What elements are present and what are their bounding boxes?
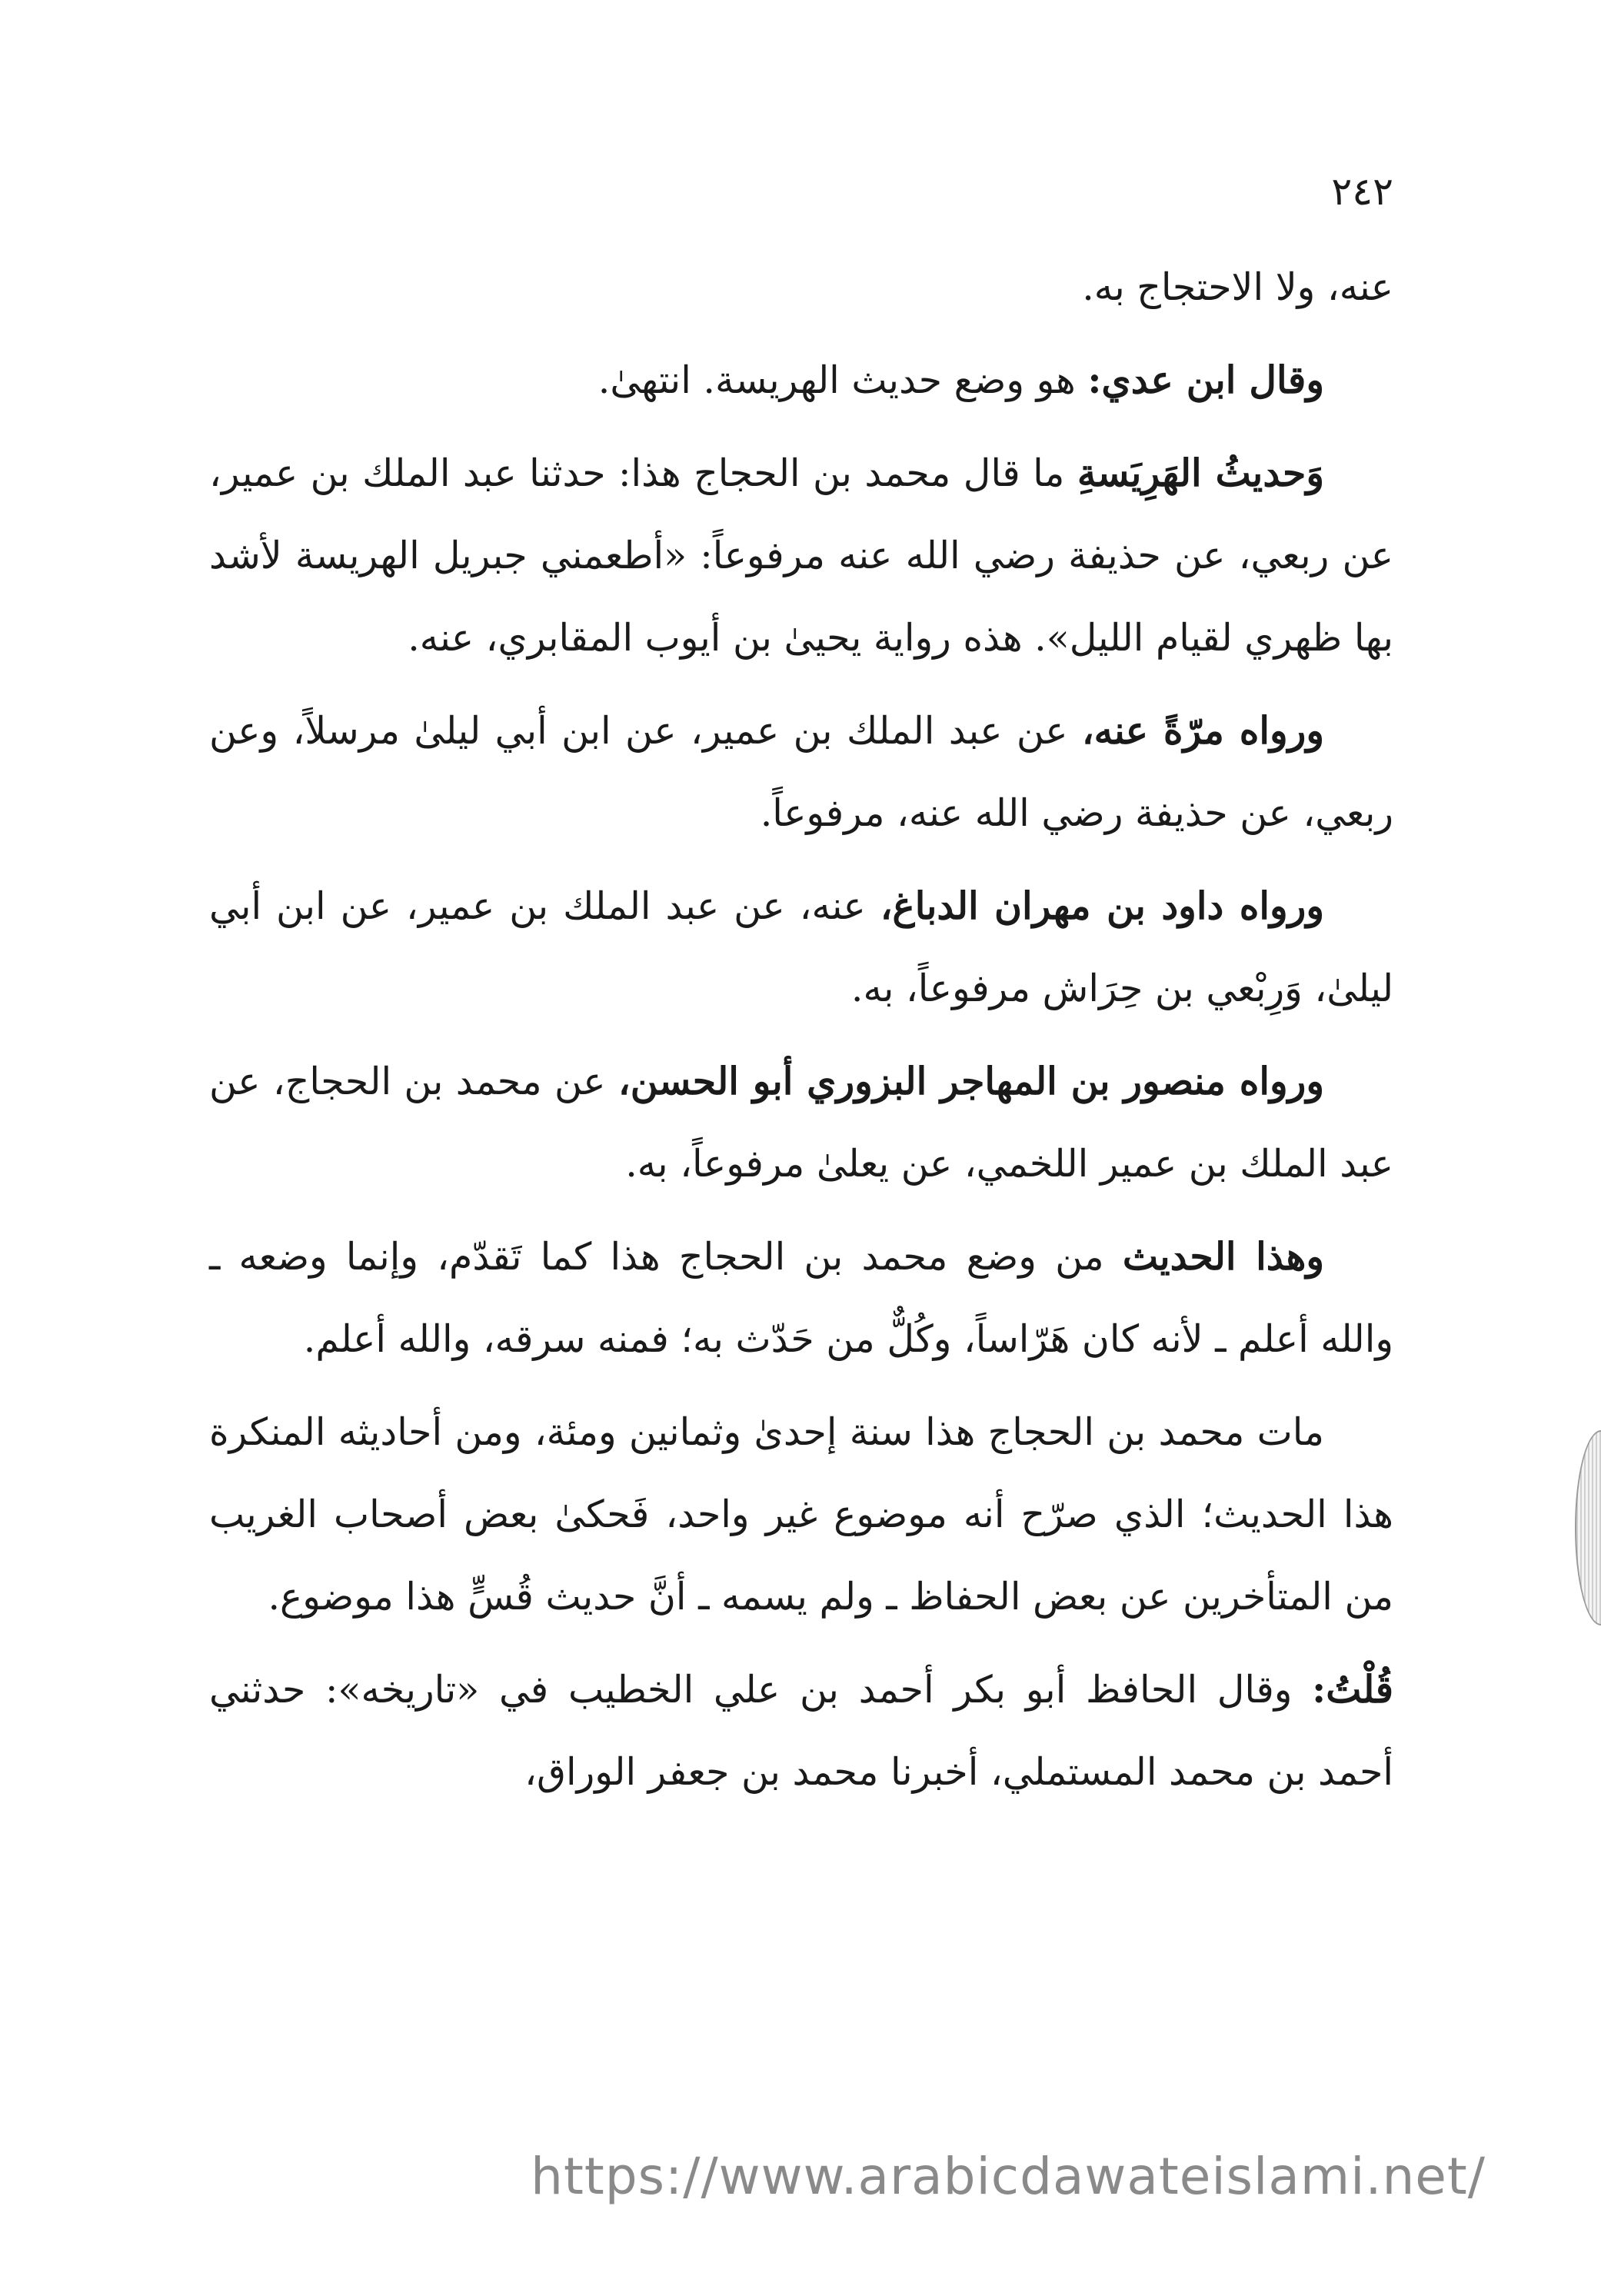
paragraph-text: ما قال محمد بن الحجاج هذا: حدثنا عبد الملك بن عمير، عن ربعي، عن حذيفة رضي الله عنه مرفوعاً: «أطعمني جبريل الهريسة لأشد بها ظهري لقيام الليل». هذه رواية يحيىٰ بن أيوب المقابري، عنه. bbox=[209, 451, 1393, 660]
paragraph bbox=[209, 690, 1393, 854]
paragraph-text: هو وضع حديث الهريسة. انتهىٰ. bbox=[597, 358, 1088, 402]
paragraph-lead: وقال ابن عدي: bbox=[1087, 358, 1324, 402]
paragraph-text: عنه، عن عبد الملك بن عمير، عن ابن أبي ليلىٰ، وَرِبْعي بن حِرَاش مرفوعاً، به. bbox=[209, 884, 1393, 1010]
paragraph bbox=[209, 1216, 1393, 1380]
paragraph-lead: وهذا الحديث bbox=[1122, 1234, 1325, 1279]
paragraph-lead: ورواه داود بن مهران الدباغ، bbox=[880, 883, 1324, 928]
page-number: ٢٤٢ bbox=[1331, 169, 1393, 214]
paragraph bbox=[209, 339, 1393, 421]
paragraph-lead: ورواه منصور بن المهاجر البزوري أبو الحسن، bbox=[617, 1059, 1325, 1103]
paragraph-text: عنه، ولا الاحتجاج به. bbox=[1082, 265, 1393, 309]
paragraph bbox=[209, 1040, 1393, 1205]
paragraph-text: وقال الحافظ أبو بكر أحمد بن علي الخطيب في «تاريخه»: حدثني أحمد بن محمد المستملي، أخبرنا محمد بن جعفر الوراق، bbox=[209, 1668, 1393, 1794]
page-edge-decoration bbox=[1575, 1430, 1601, 1626]
body-text bbox=[209, 246, 1393, 1824]
paragraph-lead: قُلْتُ: bbox=[1312, 1667, 1393, 1712]
paragraph bbox=[209, 1649, 1393, 1813]
paragraph-text: عن محمد بن الحجاج، عن عبد الملك بن عمير اللخمي، عن يعلىٰ مرفوعاً، به. bbox=[209, 1060, 1393, 1186]
paragraph-text: مات محمد بن الحجاج هذا سنة إحدىٰ وثمانين ومئة، ومن أحاديثه المنكرة هذا الحديث؛ الذي صرّح أنه موضوع غير واحد، فَحكىٰ بعض أصحاب الغريب من المتأخرين عن بعض الحفاظ ـ ولم يسمه ـ أنَّ حديث قُسٍّ هذا موضوع. bbox=[209, 1410, 1393, 1619]
paragraph-lead: ورواه مرّةً عنه، bbox=[1081, 708, 1324, 753]
watermark-url: https://www.arabicdawateislami.net/ bbox=[531, 2147, 1486, 2206]
paragraph bbox=[209, 246, 1393, 328]
paragraph bbox=[209, 1391, 1393, 1638]
paragraph-text: عن عبد الملك بن عمير، عن ابن أبي ليلىٰ مرسلاً، وعن ربعي، عن حذيفة رضي الله عنه، مرفوعاً. bbox=[209, 709, 1393, 835]
paragraph-lead: وَحديثُ الهَرِيَسةِ bbox=[1077, 451, 1324, 495]
paragraph-text: من وضع محمد بن الحجاج هذا كما تَقدّم، وإنما وضعه ـ والله أعلم ـ لأنه كان هَرّاساً، وكُلٌّ من حَدّث به؛ فمنه سرقه، والله أعلم. bbox=[209, 1235, 1393, 1361]
paragraph bbox=[209, 865, 1393, 1030]
paragraph bbox=[209, 432, 1393, 679]
